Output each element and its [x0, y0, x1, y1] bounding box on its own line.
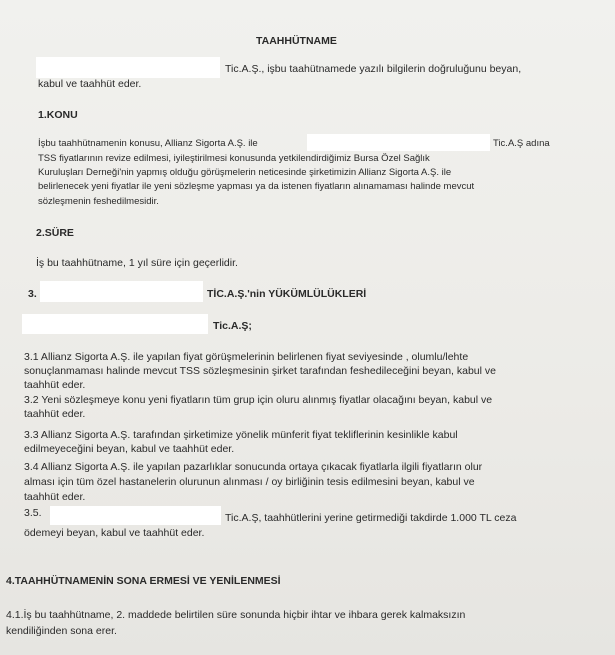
item35-line: Tic.A.Ş, taahhütlerini yerine getirmediği takdirde 1.000 TL ceza: [225, 512, 517, 524]
item-line: edilmeyeceğini beyan, kabul ve taahhüt eder.: [24, 443, 235, 455]
section4-line: kendiliğinden sona erer.: [6, 625, 117, 637]
section1-line: Kuruluşları Derneği'nin yapmış olduğu görüşmelerin neticesinde şirketimizin Allianz Sigorta A.Ş. ile: [38, 167, 452, 178]
item-line: 3.3 Allianz Sigorta A.Ş. tarafından şirketimize yönelik münferit fiyat tekliflerinin kesinlikle kabul: [24, 429, 458, 441]
item35-line-2: ödemeyi beyan, kabul ve taahhüt eder.: [24, 527, 205, 539]
item-line: 3.1 Allianz Sigorta A.Ş. ile yapılan fiyat görüşmelerinin belirlenen fiyat seviyesinde , olumlu/lehte: [24, 351, 469, 363]
company-line: Tic.A.Ş;: [213, 320, 252, 332]
intro-line-1: Tic.A.Ş., işbu taahütnamede yazılı bilgilerin doğruluğunu beyan,: [225, 63, 522, 75]
item-line: sonuçlanmaması halinde mevcut TSS sözleşmesinin şirket tarafından feshedileceğini beyan, kabul ve: [24, 365, 496, 377]
redaction-box: [50, 506, 221, 525]
item35-prefix: 3.5.: [24, 507, 42, 519]
item-line: taahhüt eder.: [24, 491, 86, 503]
item-line: taahhüt eder.: [24, 379, 86, 391]
redaction-box: [36, 57, 220, 78]
redaction-box: [40, 281, 203, 302]
section3-heading: TİC.A.Ş.'nin YÜKÜMLÜLÜKLERİ: [207, 288, 367, 300]
item-line: taahhüt eder.: [24, 408, 86, 420]
section1-line: İşbu taahhütnamenin konusu, Allianz Sigorta A.Ş. ile: [38, 138, 258, 149]
item-line: alması için tüm özel hastanelerin olurunun alınması / oy birliğinin tesis edilmesini beyan, kabul ve: [24, 476, 475, 488]
section1-line: sözleşmenin feshedilmesidir.: [38, 196, 159, 207]
section4-heading: 4.TAAHHÜTNAMENİN SONA ERMESİ VE YENİLENMESİ: [6, 575, 281, 587]
item-line: 3.2 Yeni sözleşmeye konu yeni fiyatların tüm grup için oluru alınmış fiyatlar olacağını beyan, kabul ve: [24, 394, 493, 406]
section2-text: İş bu taahhütname, 1 yıl süre için geçerlidir.: [36, 257, 238, 269]
section1-line: Tic.A.Ş adına: [493, 138, 550, 149]
section3-heading-prefix: 3.: [28, 288, 37, 300]
section4-line: 4.1.İş bu taahhütname, 2. maddede belirtilen süre sonunda hiçbir ihtar ve ihbara gerek kalmaksızın: [6, 609, 466, 621]
document-title: TAAHHÜTNAME: [256, 35, 337, 47]
section1-line: TSS fiyatlarının revize edilmesi, iyileştirilmesi konusunda yetkilendirdiğimiz Bursa Özel Sağlık: [38, 153, 430, 164]
intro-line-2: kabul ve taahhüt eder.: [38, 78, 142, 90]
redaction-box: [307, 134, 490, 151]
section1-heading: 1.KONU: [38, 109, 78, 121]
redaction-box: [22, 314, 208, 334]
section1-line: belirlenecek yeni fiyatlar ile yeni sözleşme yapması ya da istenen fiyatların alınamaması halinde mevcut: [38, 181, 475, 192]
section2-heading: 2.SÜRE: [36, 227, 74, 239]
item-line: 3.4 Allianz Sigorta A.Ş. ile yapılan pazarlıklar sonucunda ortaya çıkacak fiyatlarla ilgili fiyatların olur: [24, 461, 483, 473]
